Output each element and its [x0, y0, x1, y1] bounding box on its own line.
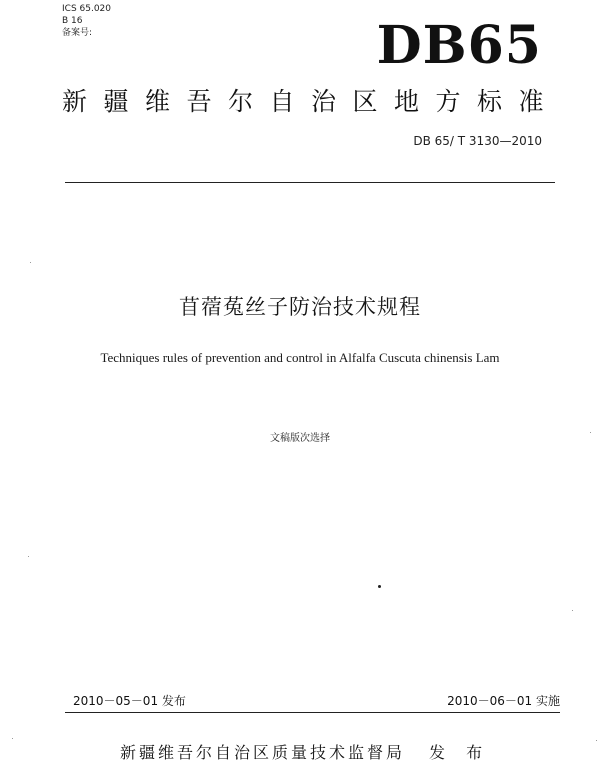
- draft-version-note: 文稿版次选择: [270, 433, 330, 444]
- document-title-chinese: 苜蓿菟丝子防治技术规程: [179, 295, 421, 319]
- scan-speck: [590, 432, 591, 433]
- standard-type-title: 新疆维吾尔自治区地方标准: [62, 87, 561, 116]
- scan-speck: [596, 740, 597, 741]
- issuing-authority: [120, 743, 490, 763]
- scan-speck: [30, 262, 31, 263]
- scan-speck: [12, 738, 13, 739]
- issuer-name: 新疆维吾尔自治区质量技术监督局: [120, 743, 406, 762]
- classification-block: [62, 3, 111, 39]
- issuer-action: 发 布: [429, 743, 491, 762]
- effective-date: 2010－06－01 实施: [447, 694, 560, 708]
- filing-number: 备案号:: [62, 28, 93, 38]
- issue-date: 2010－05－01 发布: [73, 694, 186, 708]
- class-code: B 16: [62, 16, 83, 26]
- scan-dot: [378, 585, 381, 588]
- footer-divider: [65, 712, 560, 713]
- ics-code: ICS 65.020: [62, 4, 112, 14]
- header-divider: [65, 182, 555, 183]
- scan-speck: [572, 610, 573, 611]
- scan-speck: [28, 556, 29, 557]
- document-title-english: Techniques rules of prevention and control in Alfalfa Cuscuta chinensis Lam: [100, 350, 500, 365]
- standard-code: DB 65/ T 3130—2010: [413, 134, 542, 148]
- standard-logo: DB65: [376, 15, 542, 76]
